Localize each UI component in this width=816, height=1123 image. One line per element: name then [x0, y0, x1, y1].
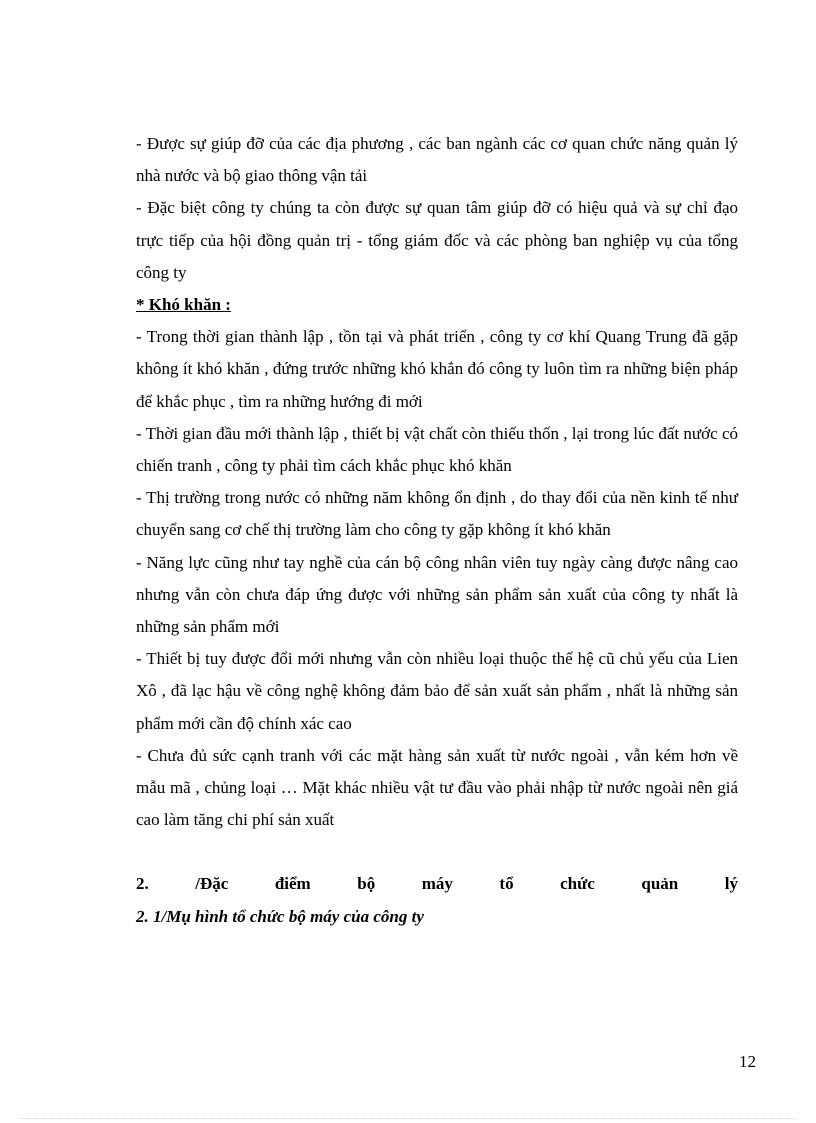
difficulty-item: - Năng lực cũng như tay nghề của cán bộ công nhân viên tuy ngày càng được nâng cao nhưng vẫn còn chưa đáp ứng được với những sản phẩm sản xuất của công ty nhất là những sản phẩm mới	[136, 552, 738, 637]
section-heading-word: lý	[724, 874, 738, 894]
difficulties-heading-line	[136, 289, 738, 321]
difficulties-heading: * Khó khăn :	[136, 295, 231, 315]
page-number: 12	[739, 1052, 756, 1071]
section-heading-word: chức	[560, 874, 595, 894]
difficulty-item: - Trong thời gian thành lập , tồn tại và phát triển , công ty cơ khí Quang Trung đã gặp không ít khó khăn , đứng trước những khó khắn đó công ty luôn tìm ra những biện pháp để khắc phục , tìm ra những hướng đi mới	[136, 327, 738, 411]
document-body	[136, 128, 738, 933]
section-heading-word: máy	[421, 874, 453, 894]
section-heading-word: /Đặc	[195, 874, 229, 894]
difficulty-item: - Thiết bị tuy được đổi mới nhưng vẫn còn nhiều loại thuộc thế hệ cũ chủ yếu của Lien Xô , đã lạc hậu về công nghệ không đảm bảo để sản xuất sản phẩm , nhất là những sản phẩm mới cần độ chính xác cao	[136, 649, 738, 733]
paragraph-board-support: - Đặc biệt công ty chúng ta còn được sự quan tâm giúp đỡ có hiệu quả và sự chỉ đạo trực tiếp của hội đồng quản trị - tổng giám đốc và các phòng ban nghiệp vụ của tổng công ty	[136, 198, 738, 282]
page-bottom-divider	[20, 1118, 796, 1119]
difficulty-item: - Thị trường trong nước có những năm không ổn định , do thay đổi của nền kinh tế như chuyển sang cơ chế thị trường làm cho công ty gặp không ít khó khăn	[136, 488, 738, 540]
section-heading-word: điểm	[274, 874, 311, 894]
section-heading-word: tổ	[499, 874, 514, 894]
difficulty-item: - Chưa đủ sức cạnh tranh với các mặt hàng sản xuất từ nước ngoài , vẫn kém hơn về mẫu mã , chủng loại … Mặt khác nhiều vật tư đầu vào phải nhập từ nước ngoài nên giá cao làm tăng chi phí sản xuất	[136, 745, 738, 830]
section-heading-word: bộ	[357, 874, 376, 894]
sub-heading: 2. 1/Mụ hình tổ chức bộ máy của công ty	[136, 906, 424, 926]
paragraph-local-support: - Được sự giúp đỡ của các địa phương , các ban ngành các cơ quan chức năng quản lý nhà nước và bộ giao thông vận tải	[136, 134, 738, 186]
difficulty-item: - Thời gian đầu mới thành lập , thiết bị vật chất còn thiếu thốn , lại trong lúc đất nước có chiến tranh , công ty phải tìm cách khắc phục khó khăn	[136, 423, 738, 476]
section-heading	[136, 868, 738, 900]
section-heading-word: 2.	[136, 874, 149, 894]
section-heading-word: quản	[641, 874, 679, 894]
